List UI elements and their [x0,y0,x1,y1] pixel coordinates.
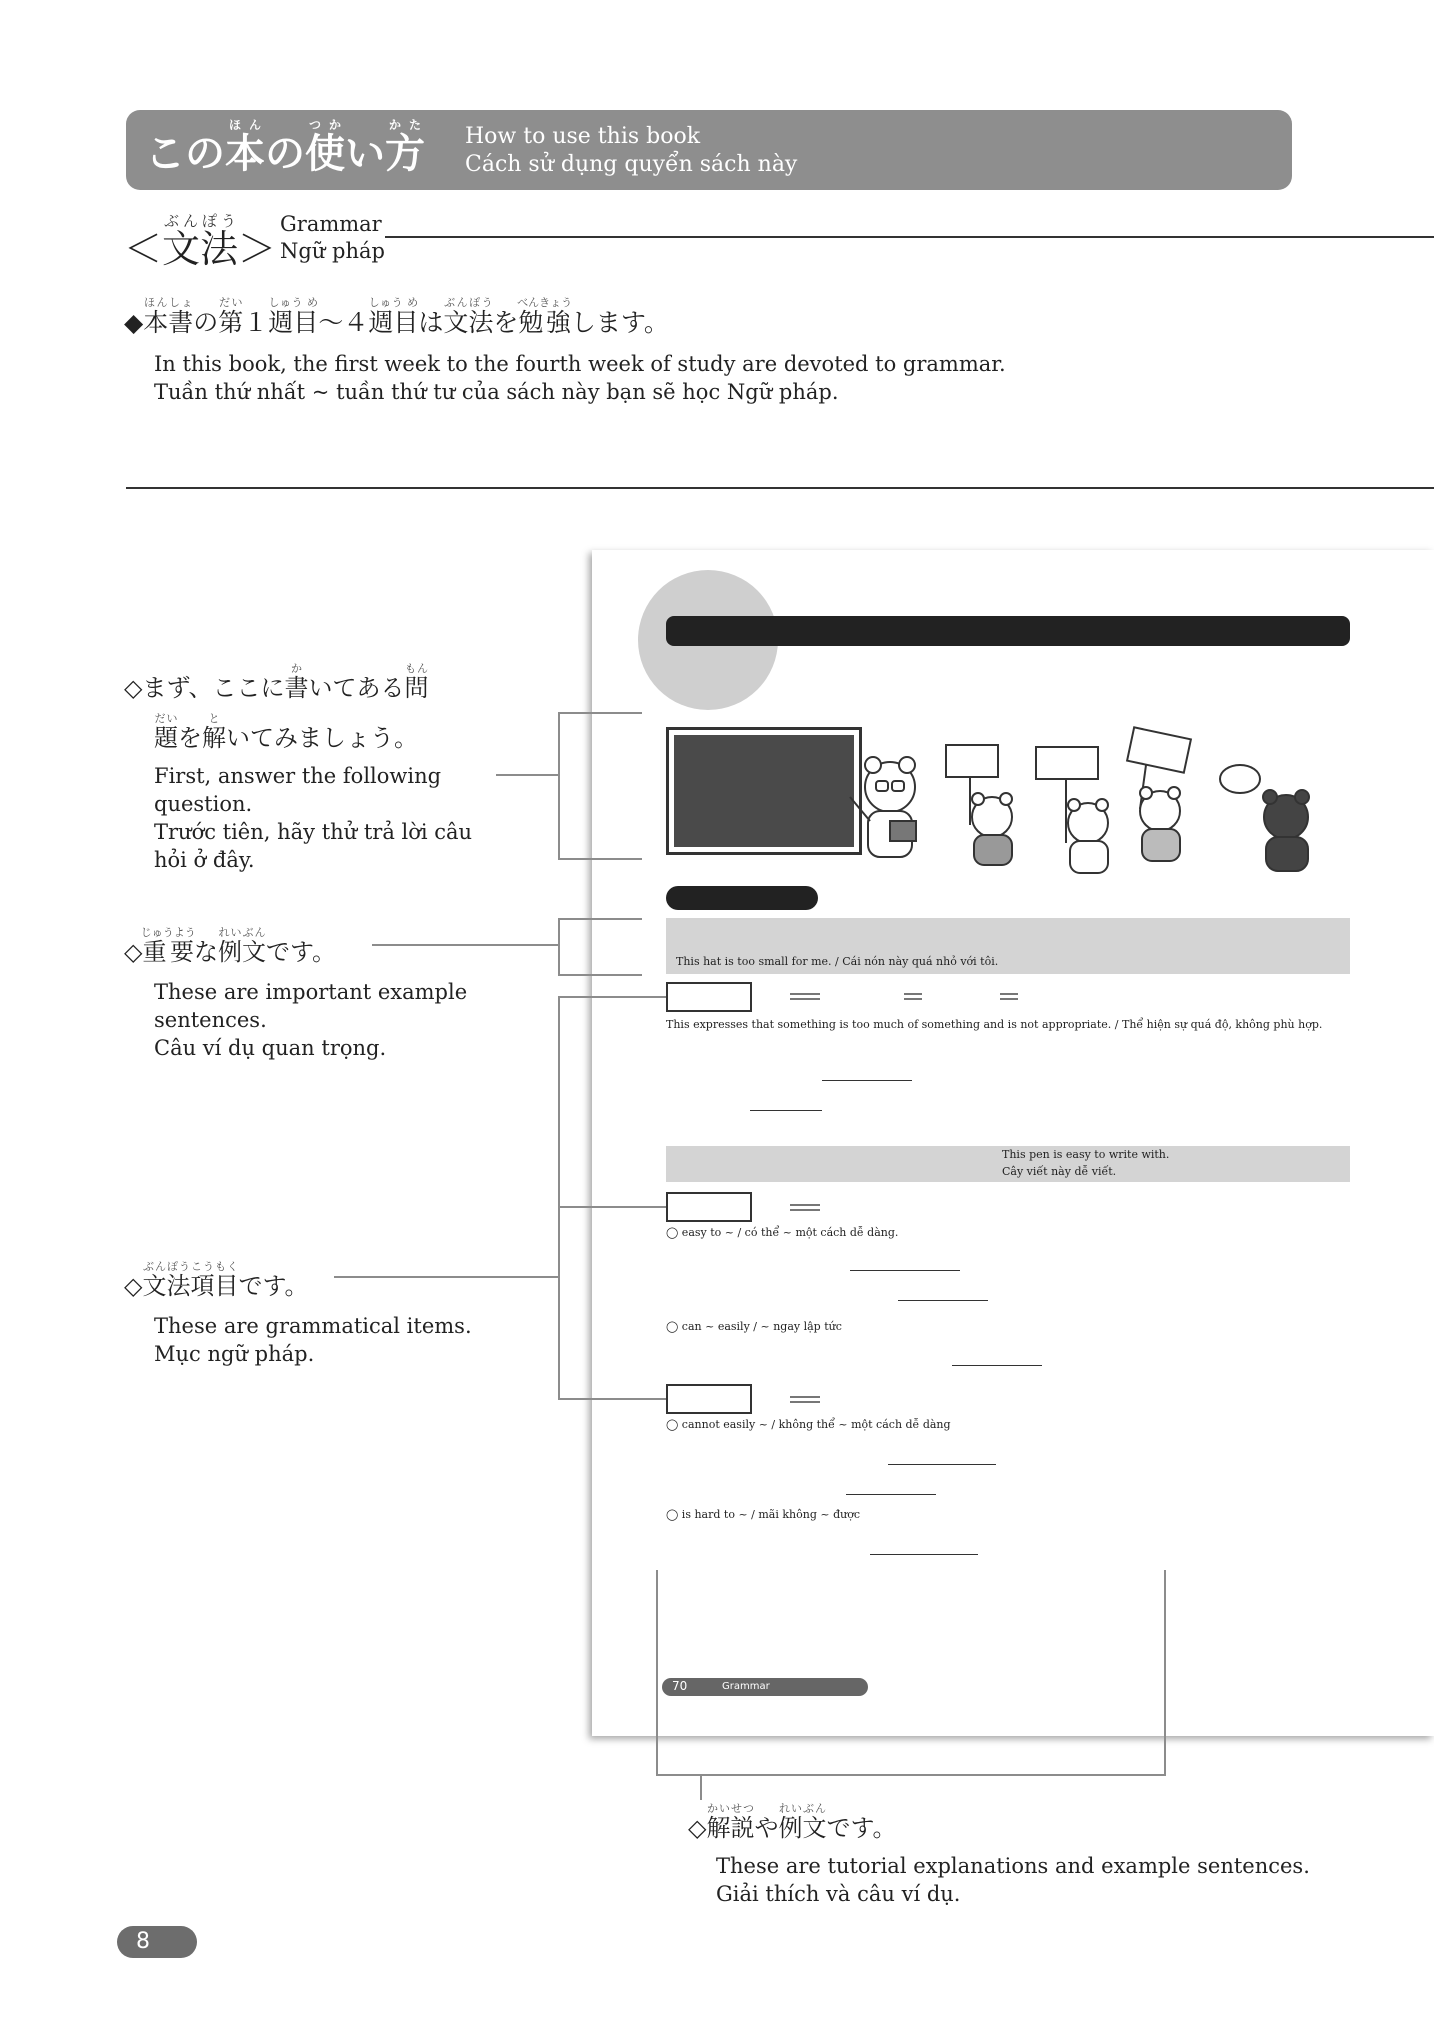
page-number: 8 [136,1929,150,1954]
callout-examples-japanese: ◇重要じゅうような例文れいぶんです。 [124,926,337,966]
intro-english: In this book, the first week to the fourth week of study are devoted to grammar. [154,352,1006,376]
underline [822,1080,912,1081]
connector-line [558,918,560,976]
page-number-pill [117,1926,197,1958]
connector-line [700,1774,702,1800]
connector-line [372,944,560,946]
sample-title-bar [666,616,1350,646]
grammar-heading: ＜文法ぶんぽう＞ [124,212,277,271]
connector-line [1164,1570,1166,1776]
callout-explanations-vi: Giải thích và câu ví dụ. [716,1882,961,1906]
connector-line [558,858,642,860]
bears-illustration [840,725,1360,885]
callout-examples-text [154,978,484,1062]
callout-question-japanese-line1: ◇まず、ここに書かいてある問もん [124,662,429,702]
callout-grammar-items-en: These are grammatical items. [154,1314,472,1338]
grammar-dash [790,1204,820,1211]
connector-line [558,1398,666,1400]
connector-line [558,1206,666,1208]
sample-footer-label: Grammar [722,1681,770,1692]
connector-line [558,712,642,714]
connector-line [656,1570,658,1776]
grammar-item-box [666,982,752,1012]
sample-footer-page-number: 70 [672,1679,688,1693]
grammar-dash [790,993,820,1000]
connector-line [558,712,560,860]
connector-line [558,918,642,920]
callout-grammar-items-text [154,1312,484,1368]
grammar-item-box [666,1192,752,1222]
callout-explanations-text [716,1852,1416,1908]
connector-line [334,1276,560,1278]
underline [888,1464,996,1465]
sample-explanation-1: This expresses that something is too much of something and is not appropriate. / Thể hiện sự quá độ, không phù hợp. [666,1018,1323,1031]
sample-example-sentence-2-en: This pen is easy to write with. [1002,1148,1170,1161]
sample-example-sentence-2-vi: Cây viết này dễ viết. [1002,1165,1117,1178]
sample-bullet-3: ◯ cannot easily ~ / không thể ~ một cách dễ dàng [666,1418,951,1431]
underline [870,1554,978,1555]
page-subtitle-vi: Cách sử dụng quyển sách này [465,152,798,177]
sample-bullet-1: ◯ easy to ~ / có thể ~ một cách dễ dàng. [666,1226,899,1239]
callout-examples-en: These are important example sentences. [154,980,468,1032]
grammar-dash [1000,993,1018,1000]
sample-bullet-2: ◯ can ~ easily / ~ ngay lập tức [666,1320,842,1333]
connector-line [558,996,666,998]
connector-line [558,974,642,976]
sample-section-pill [666,886,818,910]
underline [846,1494,936,1495]
connector-line [656,1774,1166,1776]
connector-line [558,996,560,1400]
callout-question-vi: Trước tiên, hãy thử trả lời câu hỏi ở đây. [154,820,473,872]
connector-line [496,774,560,776]
callout-explanations-japanese: ◇解説かいせつや例文れいぶんです。 [688,1802,897,1842]
grammar-item-box [666,1384,752,1414]
heading-rule [385,236,1434,238]
page-subtitle-en: How to use this book [465,124,701,149]
callout-question-text [154,762,484,874]
grammar-dash [790,1396,820,1403]
blackboard-surface [674,735,854,847]
callout-explanations-en: These are tutorial explanations and example sentences. [716,1854,1310,1878]
callout-question-en: First, answer the following question. [154,764,442,816]
sample-bullet-4: ◯ is hard to ~ / mãi không ~ được [666,1508,860,1521]
grammar-dash [904,993,922,1000]
callout-grammar-items-vi: Mục ngữ pháp. [154,1342,315,1366]
underline [898,1300,988,1301]
underline [850,1270,960,1271]
callout-grammar-items-japanese: ◇文法項目ぶんぽうこうもくです。 [124,1260,309,1300]
grammar-label-en: Grammar [280,212,382,236]
grammar-label-vi: Ngữ pháp [280,239,385,263]
section-divider [126,487,1434,489]
callout-question-japanese-line2: 題だいを解といてみましょう。 [154,712,418,752]
intro-vietnamese: Tuần thứ nhất ~ tuần thứ tư của sách này bạn sẽ học Ngữ pháp. [154,380,839,404]
underline [750,1110,822,1111]
page-title: この本ほんの使つかい方かた [145,118,425,177]
callout-examples-vi: Câu ví dụ quan trọng. [154,1036,387,1060]
underline [952,1365,1042,1366]
sample-example-sentence-1: This hat is too small for me. / Cái nón này quá nhỏ với tôi. [676,955,999,968]
intro-japanese: ◆本書ほんしょの第だい１週目しゅう め～４週目しゅう めは文法ぶんぽうを勉強べんきょうします。 [124,296,669,337]
